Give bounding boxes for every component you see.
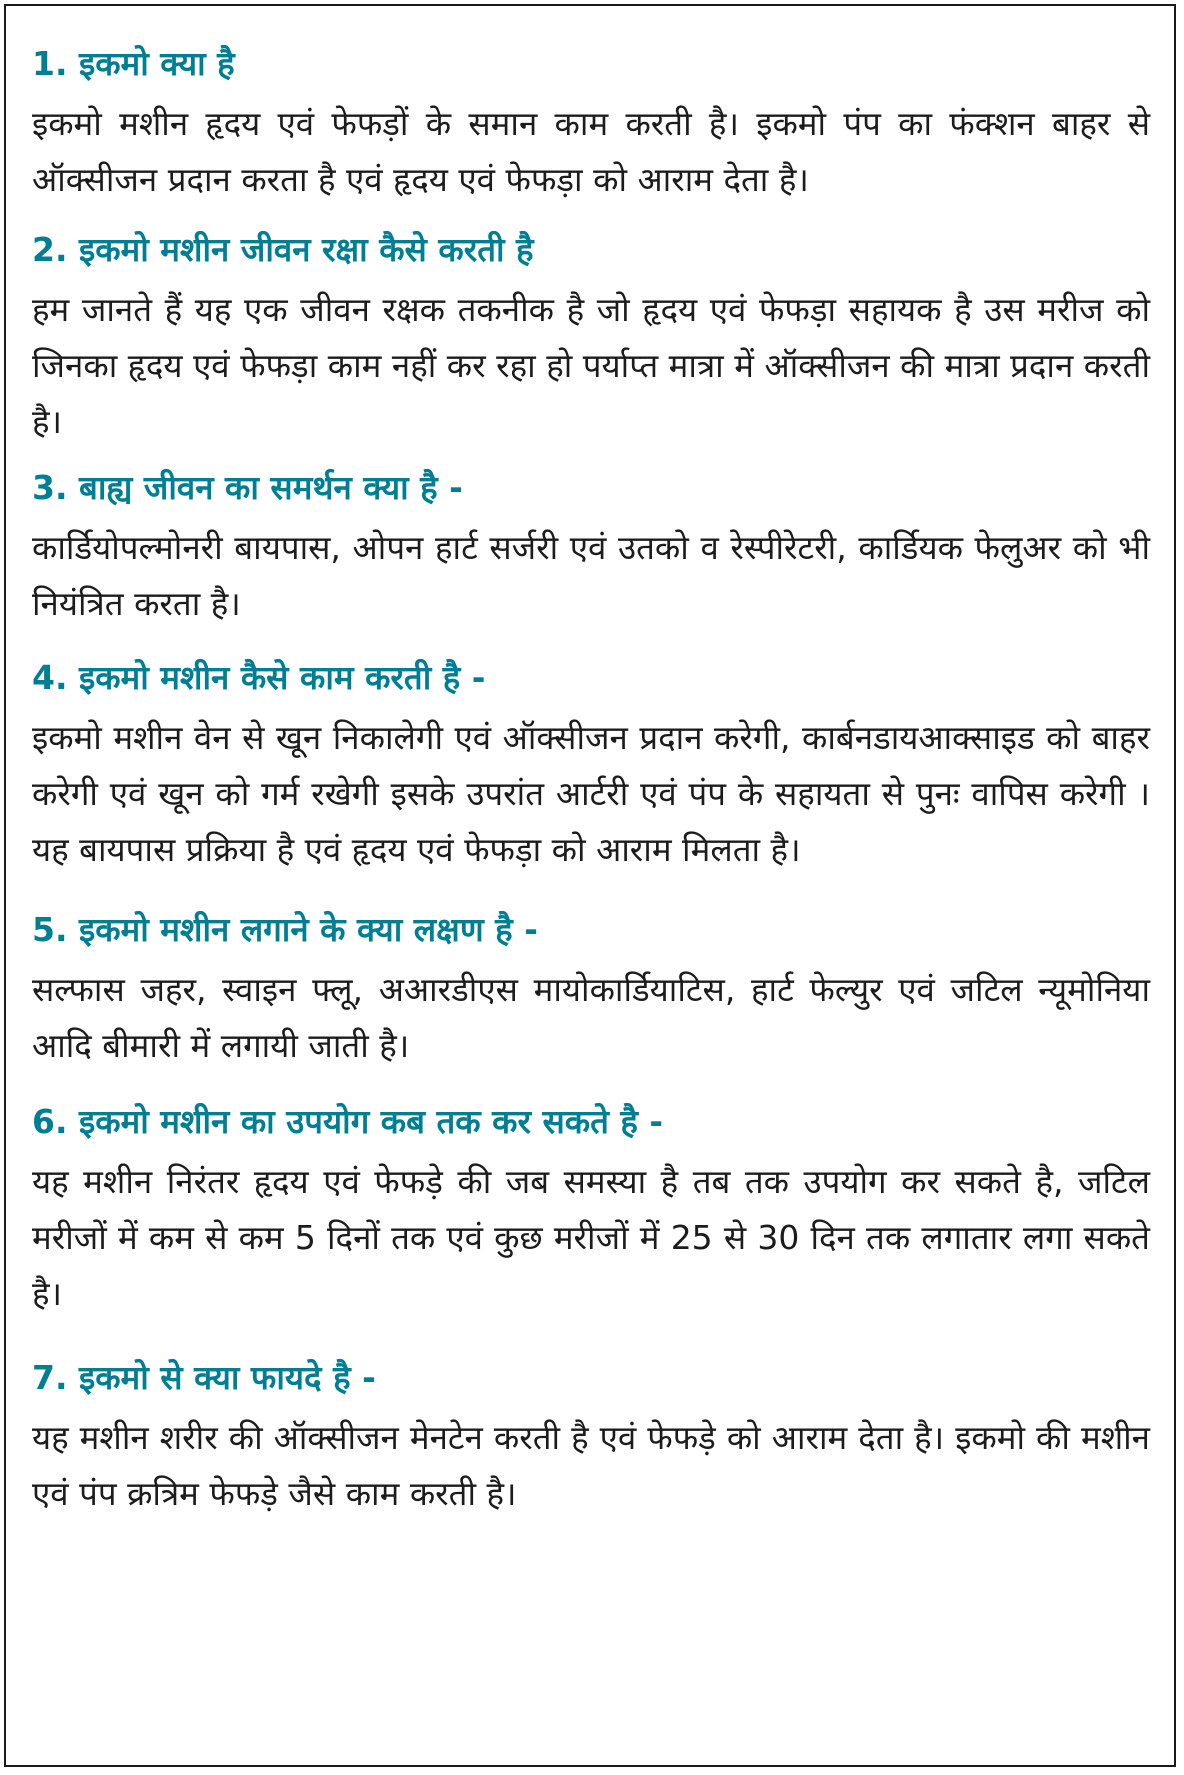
section-7 (32, 1350, 1150, 1522)
section-heading: 1. इकमो क्या है (32, 44, 235, 83)
section-3 (32, 460, 1150, 632)
section-heading: 6. इकमो मशीन का उपयोग कब तक कर सकते है - (32, 1102, 664, 1141)
section-5 (32, 902, 1150, 1074)
section-text: यह मशीन शरीर की ऑक्सीजन मेनटेन करती है एवं फेफड़े को आराम देता है। इकमो की मशीन एवं पंप क्रत्रिम फेफड़े जैसे काम करती है। (32, 1418, 1150, 1513)
section-2 (32, 222, 1150, 450)
section-heading: 2. इकमो मशीन जीवन रक्षा कैसे करती है (32, 230, 534, 269)
section-4 (32, 650, 1150, 878)
section-text: इकमो मशीन वेन से खून निकालेगी एवं ऑक्सीजन प्रदान करेगी, कार्बनडायआक्साइड को बाहर करेगी एवं खून को गर्म रखेगी इसके उपरांत आर्टरी एवं पंप के सहायता से पुनः वापिस करेगी । यह बायपास प्रक्रिया है एवं हृदय एवं फेफड़ा को आराम मिलता है। (32, 718, 1150, 869)
section-text: कार्डियोपल्मोनरी बायपास, ओपन हार्ट सर्जरी एवं उतको व रेस्पीरेटरी, कार्डियक फेलुअर को भी नियंत्रित करता है। (32, 528, 1150, 623)
section-heading: 3. बाह्य जीवन का समर्थन क्या है - (32, 468, 463, 507)
section-heading: 7. इकमो से क्या फायदे है - (32, 1358, 376, 1397)
section-6 (32, 1094, 1150, 1322)
document-content (32, 36, 1150, 1522)
section-text: हम जानते हैं यह एक जीवन रक्षक तकनीक है जो हृदय एवं फेफड़ा सहायक है उस मरीज को जिनका हृदय एवं फेफड़ा काम नहीं कर रहा हो पर्याप्त मात्रा में ऑक्सीजन की मात्रा प्रदान करती है। (32, 290, 1150, 441)
section-text: इकमो मशीन हृदय एवं फेफड़ों के समान काम करती है। इकमो पंप का फंक्शन बाहर से ऑक्सीजन प्रदान करता है एवं हृदय एवं फेफड़ा को आराम देता है। (32, 104, 1150, 199)
section-text: यह मशीन निरंतर हृदय एवं फेफड़े की जब समस्या है तब तक उपयोग कर सकते है, जटिल मरीजों में कम से कम 5 दिनों तक एवं कुछ मरीजों में 25 से 30 दिन तक लगातार लगा सकते है। (32, 1162, 1150, 1313)
section-1 (32, 36, 1150, 208)
section-heading: 4. इकमो मशीन कैसे काम करती है - (32, 658, 486, 697)
document-frame (4, 4, 1176, 1767)
section-text: सल्फास जहर, स्वाइन फ्लू, अआरडीएस मायोकार्डियाटिस, हार्ट फेल्युर एवं जटिल न्यूमोनिया आदि बीमारी में लगायी जाती है। (32, 970, 1150, 1065)
section-heading: 5. इकमो मशीन लगाने के क्या लक्षण है - (32, 910, 538, 949)
